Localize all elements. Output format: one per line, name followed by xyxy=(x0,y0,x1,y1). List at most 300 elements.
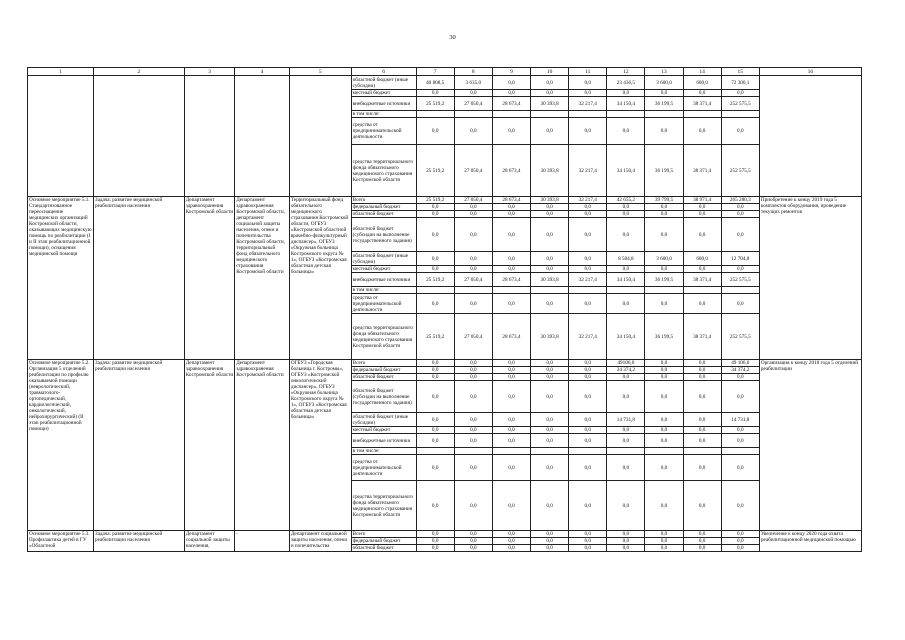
amount-cell xyxy=(492,287,530,294)
column-header-row xyxy=(28,68,862,76)
amount-cell: 0,0 xyxy=(683,427,721,434)
amount-cell: 0,0 xyxy=(607,434,645,448)
amount-cell: 0,0 xyxy=(569,374,607,381)
amount-cell xyxy=(454,111,492,118)
column-header: 16 xyxy=(759,68,861,76)
amount-cell: 0,0 xyxy=(531,413,569,427)
amount-cell: 38 371,4 xyxy=(683,273,721,287)
amount-cell xyxy=(721,111,759,118)
amount-cell: 0,0 xyxy=(492,90,530,97)
amount-cell: 40 808,5 xyxy=(416,76,454,90)
amount-cell: 0,0 xyxy=(569,252,607,266)
amount-cell: 0,0 xyxy=(683,211,721,218)
amount-cell: 0,0 xyxy=(569,531,607,538)
column-header: 11 xyxy=(569,68,607,76)
amount-cell: 3 600,0 xyxy=(645,252,683,266)
expected-result: Приобретение к концу 2019 года 5 комплектов оборудования, проведение текущих ремонтов xyxy=(759,197,861,360)
amount-cell: 0,0 xyxy=(416,204,454,211)
amount-cell: 0,0 xyxy=(569,294,607,314)
expected-result: Организация к концу 2018 года 5 отделений реабилитации xyxy=(759,360,861,531)
amount-cell xyxy=(721,287,759,294)
amount-cell: 0,0 xyxy=(454,381,492,413)
amount-cell: 23 436,5 xyxy=(607,76,645,90)
amount-cell: 0,0 xyxy=(607,211,645,218)
funding-source: федеральный бюджет xyxy=(351,204,416,211)
amount-cell: 0,0 xyxy=(416,211,454,218)
amount-cell xyxy=(607,287,645,294)
amount-cell: 38 371,4 xyxy=(683,97,721,111)
amount-cell: 265 280,3 xyxy=(721,197,759,204)
amount-cell: 0,0 xyxy=(645,118,683,145)
funding-source: федеральный бюджет xyxy=(351,367,416,374)
amount-cell xyxy=(416,448,454,455)
funding-source: областной бюджет xyxy=(351,545,416,552)
amount-cell: 0,0 xyxy=(683,455,721,481)
amount-cell: 32 217,4 xyxy=(569,273,607,287)
amount-cell: 0,0 xyxy=(454,374,492,381)
amount-cell: 0,0 xyxy=(492,360,530,367)
amount-cell: 0,0 xyxy=(721,545,759,552)
amount-cell xyxy=(492,111,530,118)
amount-cell: 0,0 xyxy=(531,90,569,97)
amount-cell: 0,0 xyxy=(416,118,454,145)
amount-cell xyxy=(531,111,569,118)
amount-cell: 0,0 xyxy=(721,455,759,481)
amount-cell: 0,0 xyxy=(531,455,569,481)
amount-cell: 0,0 xyxy=(569,545,607,552)
amount-cell: 0,0 xyxy=(645,360,683,367)
funding-source: средства территориального фонда обязательного медицинского страхования Костромской области xyxy=(351,481,416,531)
amount-cell: 36 199,5 xyxy=(645,97,683,111)
activity-col-4: Департамент здравоохранения Костромской области xyxy=(235,360,290,531)
amount-cell: 0,0 xyxy=(645,538,683,545)
activity-col-3: Департамент здравоохранения Костромской области xyxy=(184,360,235,531)
funding-source: средства от предпринимательской деятельности xyxy=(351,118,416,145)
amount-cell: 0,0 xyxy=(607,545,645,552)
amount-cell: 0,0 xyxy=(454,545,492,552)
amount-cell: 32 217,4 xyxy=(569,97,607,111)
amount-cell: 0,0 xyxy=(531,252,569,266)
funding-source: средства от предпринимательской деятельности xyxy=(351,294,416,314)
amount-cell: 27 050,4 xyxy=(454,197,492,204)
column-header: 10 xyxy=(531,68,569,76)
amount-cell: 34 374,2 xyxy=(721,367,759,374)
activity-col-2: Задача: развитие медицинской реабилитации населения xyxy=(93,360,184,531)
amount-cell: 0,0 xyxy=(645,427,683,434)
amount-cell: 0,0 xyxy=(531,266,569,273)
amount-cell: 25 519,2 xyxy=(416,97,454,111)
amount-cell: 0,0 xyxy=(531,481,569,531)
amount-cell xyxy=(569,287,607,294)
amount-cell xyxy=(569,111,607,118)
amount-cell: 36 199,5 xyxy=(645,314,683,360)
column-header: 1 xyxy=(28,68,94,76)
amount-cell: 0,0 xyxy=(416,545,454,552)
amount-cell: 0,0 xyxy=(531,118,569,145)
amount-cell: 0,0 xyxy=(607,90,645,97)
amount-cell: 38 371,4 xyxy=(683,314,721,360)
funding-source: областной бюджет xyxy=(351,211,416,218)
amount-cell xyxy=(683,448,721,455)
activity-col-4: - xyxy=(235,531,290,552)
funding-source: внебюджетные источники xyxy=(351,434,416,448)
funding-source: областной бюджет xyxy=(351,374,416,381)
amount-cell: 0,0 xyxy=(569,204,607,211)
amount-cell: 252 575,5 xyxy=(721,273,759,287)
amount-cell: 0,0 xyxy=(683,413,721,427)
amount-cell: 28 673,4 xyxy=(492,273,530,287)
amount-cell xyxy=(416,111,454,118)
amount-cell: 14 731,8 xyxy=(607,413,645,427)
amount-cell: 0,0 xyxy=(569,434,607,448)
amount-cell: 600,0 xyxy=(683,252,721,266)
amount-cell: 0,0 xyxy=(683,381,721,413)
column-header: 7 xyxy=(416,68,454,76)
expected-result xyxy=(759,76,861,197)
amount-cell xyxy=(683,111,721,118)
amount-cell: 252 575,5 xyxy=(721,314,759,360)
amount-cell: 0,0 xyxy=(569,367,607,374)
amount-cell: 0,0 xyxy=(645,211,683,218)
amount-cell: 27 050,4 xyxy=(454,273,492,287)
amount-cell: 30 393,8 xyxy=(531,197,569,204)
amount-cell: 0,0 xyxy=(531,76,569,90)
activity-col-2: Задача: развитие медицинской реабилитации населения xyxy=(93,197,184,360)
amount-cell: 0,0 xyxy=(416,531,454,538)
amount-cell: 0,0 xyxy=(454,455,492,481)
amount-cell xyxy=(721,448,759,455)
amount-cell: 0,0 xyxy=(683,204,721,211)
activity-col-2: Задача: развитие медицинской реабилитации населения xyxy=(93,531,184,552)
amount-cell: 0,0 xyxy=(645,367,683,374)
amount-cell xyxy=(683,287,721,294)
amount-cell: 0,0 xyxy=(454,531,492,538)
amount-cell: 0,0 xyxy=(454,266,492,273)
amount-cell xyxy=(416,287,454,294)
amount-cell: 0,0 xyxy=(645,413,683,427)
amount-cell: 0,0 xyxy=(454,481,492,531)
amount-cell: 0,0 xyxy=(683,360,721,367)
activity-col-1: Основное мероприятие 5.3. Профилактика детей в ГУ «Областной xyxy=(28,531,94,552)
amount-cell xyxy=(531,448,569,455)
funding-source: Всего xyxy=(351,360,416,367)
activity-col-3: Департамент социальной защиты населения, xyxy=(184,531,235,552)
amount-cell: 28 673,4 xyxy=(492,145,530,197)
amount-cell: 0,0 xyxy=(683,538,721,545)
table-row xyxy=(28,360,862,367)
amount-cell: 0,0 xyxy=(607,294,645,314)
amount-cell: 0,0 xyxy=(683,531,721,538)
amount-cell: 0,0 xyxy=(492,434,530,448)
column-header: 2 xyxy=(93,68,184,76)
funding-source: областной бюджет (иные субсидии) xyxy=(351,252,416,266)
amount-cell: 0,0 xyxy=(607,538,645,545)
amount-cell: 0,0 xyxy=(607,266,645,273)
funding-source: Всего xyxy=(351,531,416,538)
amount-cell: 0,0 xyxy=(454,204,492,211)
amount-cell: 0,0 xyxy=(416,481,454,531)
amount-cell: 0,0 xyxy=(721,481,759,531)
amount-cell: 14 731,8 xyxy=(721,413,759,427)
amount-cell: 30 393,8 xyxy=(531,145,569,197)
empty-cell xyxy=(28,76,94,197)
amount-cell: 0,0 xyxy=(454,252,492,266)
amount-cell xyxy=(607,111,645,118)
amount-cell: 0,0 xyxy=(569,455,607,481)
column-header: 13 xyxy=(645,68,683,76)
amount-cell: 30 393,8 xyxy=(531,273,569,287)
amount-cell: 0,0 xyxy=(531,538,569,545)
amount-cell: 25 519,2 xyxy=(416,273,454,287)
amount-cell: 0,0 xyxy=(569,211,607,218)
amount-cell: 34 150,4 xyxy=(607,97,645,111)
amount-cell: 12 704,8 xyxy=(721,252,759,266)
amount-cell: 0,0 xyxy=(492,381,530,413)
table-row xyxy=(28,197,862,204)
table-row xyxy=(28,76,862,90)
funding-source: в том числе: xyxy=(351,111,416,118)
funding-source: местный бюджет xyxy=(351,266,416,273)
amount-cell: 8 504,8 xyxy=(607,252,645,266)
amount-cell: 38 971,4 xyxy=(683,197,721,204)
page-number: 30 xyxy=(449,34,456,41)
empty-cell xyxy=(93,76,184,197)
amount-cell: 0,0 xyxy=(492,367,530,374)
amount-cell: 3 635,0 xyxy=(454,76,492,90)
amount-cell: 0,0 xyxy=(454,413,492,427)
funding-source: внебюджетные источники xyxy=(351,273,416,287)
funding-source: в том числе: xyxy=(351,287,416,294)
amount-cell xyxy=(569,448,607,455)
amount-cell: 0,0 xyxy=(607,118,645,145)
amount-cell: 0,0 xyxy=(454,367,492,374)
amount-cell xyxy=(645,111,683,118)
funding-source: местный бюджет xyxy=(351,90,416,97)
amount-cell: 49 106,0 xyxy=(721,360,759,367)
activity-col-5: Департамент социальной защиты населения, опеки и попечительства xyxy=(289,531,351,552)
amount-cell: 0,0 xyxy=(683,118,721,145)
amount-cell: 0,0 xyxy=(416,90,454,97)
amount-cell: 32 217,4 xyxy=(569,314,607,360)
amount-cell: 0,0 xyxy=(683,266,721,273)
activity-col-4: Департамент здравоохранения Костромской области, департамент социальной защиты населения, опеки и попечительства Костромской области, территориальный фонд обязательного медицинского страхования Костромской области xyxy=(235,197,290,360)
amount-cell: 0,0 xyxy=(492,218,530,252)
amount-cell xyxy=(531,287,569,294)
amount-cell: 0,0 xyxy=(416,381,454,413)
amount-cell: 0,0 xyxy=(492,118,530,145)
amount-cell: 0,0 xyxy=(492,211,530,218)
amount-cell: 0,0 xyxy=(454,434,492,448)
amount-cell: 0,0 xyxy=(607,218,645,252)
activity-col-1: Основное мероприятие 5.1. Стандартизованное переоснащение медицинских организаций Костромской области, оказывающих медицинскую помощь по реабилитации (I и II этап реабилитационной помощи), оснащения медицинской помощи xyxy=(28,197,94,360)
amount-cell: 0,0 xyxy=(721,531,759,538)
amount-cell: 0,0 xyxy=(492,76,530,90)
amount-cell: 27 050,4 xyxy=(454,145,492,197)
amount-cell: 72 300,1 xyxy=(721,76,759,90)
activity-col-1: Основное мероприятие 5.2. Организация 5 отделений реабилитации по профилю оказываемой помощи (неврологический, травматолого-ортопедический, кардиологический, онкологический, нейрохирургический) (II этап реабилитационной помощи) xyxy=(28,360,94,531)
funding-source: областной бюджет (субсидии на выполнение государственного задания) xyxy=(351,218,416,252)
amount-cell xyxy=(492,448,530,455)
amount-cell: 0,0 xyxy=(531,374,569,381)
amount-cell xyxy=(454,287,492,294)
activity-col-5: ОГБУЗ «Городская больница г. Костромы», ОГБУЗ «Костромской онкологический диспансер», ОГБУЗ «Окружная больница Костромского округа № 1», ОГБУЗ «Костромская областная детская больница» xyxy=(289,360,351,531)
amount-cell: 0,0 xyxy=(416,367,454,374)
amount-cell: 0,0 xyxy=(645,218,683,252)
amount-cell: 0,0 xyxy=(607,381,645,413)
amount-cell: 0,0 xyxy=(454,360,492,367)
amount-cell: 0,0 xyxy=(531,381,569,413)
amount-cell: 0,0 xyxy=(683,481,721,531)
amount-cell: 0,0 xyxy=(492,252,530,266)
amount-cell: 0,0 xyxy=(721,266,759,273)
empty-cell xyxy=(235,76,290,197)
funding-source: областной бюджет (иные субсидии) xyxy=(351,76,416,90)
program-table xyxy=(27,67,862,552)
amount-cell: 0,0 xyxy=(569,538,607,545)
amount-cell: 34 374,2 xyxy=(607,367,645,374)
amount-cell: 36 199,5 xyxy=(645,145,683,197)
amount-cell: 0,0 xyxy=(721,211,759,218)
amount-cell: 0,0 xyxy=(531,218,569,252)
amount-cell: 0,0 xyxy=(416,294,454,314)
amount-cell: 0,0 xyxy=(683,90,721,97)
amount-cell: 0,0 xyxy=(569,90,607,97)
funding-source: федеральный бюджет xyxy=(351,538,416,545)
table-row xyxy=(28,531,862,538)
amount-cell: 0,0 xyxy=(721,204,759,211)
amount-cell: 0,0 xyxy=(531,367,569,374)
amount-cell: 0,0 xyxy=(645,204,683,211)
amount-cell: 0,0 xyxy=(492,481,530,531)
amount-cell: 3 600,0 xyxy=(645,76,683,90)
amount-cell: 0,0 xyxy=(531,531,569,538)
amount-cell: 32 217,4 xyxy=(569,197,607,204)
amount-cell xyxy=(454,448,492,455)
amount-cell: 0,0 xyxy=(645,294,683,314)
amount-cell: 0,0 xyxy=(569,218,607,252)
amount-cell: 0,0 xyxy=(531,545,569,552)
amount-cell: 0,0 xyxy=(607,481,645,531)
amount-cell: 0,0 xyxy=(721,218,759,252)
amount-cell: 0,0 xyxy=(416,252,454,266)
amount-cell: 0,0 xyxy=(683,367,721,374)
amount-cell: 32 217,4 xyxy=(569,145,607,197)
activity-col-3: Департамент здравоохранения Костромской области xyxy=(184,197,235,360)
amount-cell: 25 519,2 xyxy=(416,197,454,204)
amount-cell: 0,0 xyxy=(683,218,721,252)
amount-cell: 0,0 xyxy=(683,294,721,314)
table-body xyxy=(28,68,862,552)
amount-cell: 30 393,8 xyxy=(531,314,569,360)
amount-cell: 0,0 xyxy=(721,538,759,545)
amount-cell: 0,0 xyxy=(683,434,721,448)
amount-cell: 0,0 xyxy=(721,90,759,97)
amount-cell: 0,0 xyxy=(721,118,759,145)
amount-cell: 0,0 xyxy=(416,434,454,448)
column-header: 6 xyxy=(351,68,416,76)
amount-cell: 25 519,2 xyxy=(416,145,454,197)
amount-cell: 252 575,5 xyxy=(721,97,759,111)
amount-cell: 0,0 xyxy=(492,413,530,427)
amount-cell: 0,0 xyxy=(416,427,454,434)
amount-cell: 0,0 xyxy=(454,294,492,314)
amount-cell: 34 150,4 xyxy=(607,145,645,197)
amount-cell: 0,0 xyxy=(645,455,683,481)
funding-source: средства территориального фонда обязательного медицинского страхования Костромской области xyxy=(351,145,416,197)
amount-cell: 0,0 xyxy=(454,211,492,218)
amount-cell: 0,0 xyxy=(645,481,683,531)
amount-cell: 0,0 xyxy=(683,374,721,381)
amount-cell: 0,0 xyxy=(721,427,759,434)
amount-cell: 0,0 xyxy=(645,266,683,273)
amount-cell: 38 371,4 xyxy=(683,145,721,197)
amount-cell: 0,0 xyxy=(492,204,530,211)
amount-cell: 28 673,4 xyxy=(492,314,530,360)
amount-cell: 0,0 xyxy=(645,545,683,552)
amount-cell: 0,0 xyxy=(721,374,759,381)
amount-cell: 0,0 xyxy=(492,455,530,481)
amount-cell: 0,0 xyxy=(569,266,607,273)
column-header: 12 xyxy=(607,68,645,76)
amount-cell: 25 519,2 xyxy=(416,314,454,360)
amount-cell: 0,0 xyxy=(492,538,530,545)
column-header: 8 xyxy=(454,68,492,76)
amount-cell: 0,0 xyxy=(416,413,454,427)
funding-source: внебюджетные источники xyxy=(351,97,416,111)
amount-cell: 0,0 xyxy=(645,434,683,448)
amount-cell: 0,0 xyxy=(569,381,607,413)
amount-cell: 0,0 xyxy=(416,266,454,273)
amount-cell: 39 799,5 xyxy=(645,197,683,204)
amount-cell: 0,0 xyxy=(721,434,759,448)
amount-cell: 0,0 xyxy=(454,427,492,434)
amount-cell: 0,0 xyxy=(531,294,569,314)
column-header: 15 xyxy=(721,68,759,76)
amount-cell: 0,0 xyxy=(492,545,530,552)
amount-cell: 0,0 xyxy=(416,374,454,381)
funding-source: областной бюджет (иные субсидии) xyxy=(351,413,416,427)
amount-cell: 0,0 xyxy=(454,538,492,545)
amount-cell: 0,0 xyxy=(531,434,569,448)
empty-cell xyxy=(184,76,235,197)
amount-cell: 252 575,5 xyxy=(721,145,759,197)
empty-cell xyxy=(289,76,351,197)
funding-source: средства территориального фонда обязательного медицинского страхования Костромской области xyxy=(351,314,416,360)
amount-cell: 0,0 xyxy=(569,427,607,434)
amount-cell: 0,0 xyxy=(607,374,645,381)
amount-cell: 27 050,4 xyxy=(454,314,492,360)
amount-cell: 0,0 xyxy=(454,118,492,145)
amount-cell: 0,0 xyxy=(645,90,683,97)
funding-source: средства от предпринимательской деятельности xyxy=(351,455,416,481)
amount-cell: 0,0 xyxy=(569,76,607,90)
amount-cell xyxy=(645,287,683,294)
amount-cell: 28 673,4 xyxy=(492,97,530,111)
amount-cell: 0,0 xyxy=(607,204,645,211)
amount-cell: 0,0 xyxy=(492,531,530,538)
amount-cell: 34 150,4 xyxy=(607,314,645,360)
amount-cell: 0,0 xyxy=(683,545,721,552)
amount-cell: 0,0 xyxy=(645,531,683,538)
amount-cell: 0,0 xyxy=(416,455,454,481)
amount-cell: 0,0 xyxy=(454,90,492,97)
amount-cell: 0,0 xyxy=(569,118,607,145)
funding-source: Всего xyxy=(351,197,416,204)
amount-cell: 0,0 xyxy=(569,481,607,531)
amount-cell: 0,0 xyxy=(607,455,645,481)
expected-result: Увеличение к концу 2020 года охвата реабилитационной медицинской помощью xyxy=(759,531,861,552)
amount-cell: 30 393,8 xyxy=(531,97,569,111)
